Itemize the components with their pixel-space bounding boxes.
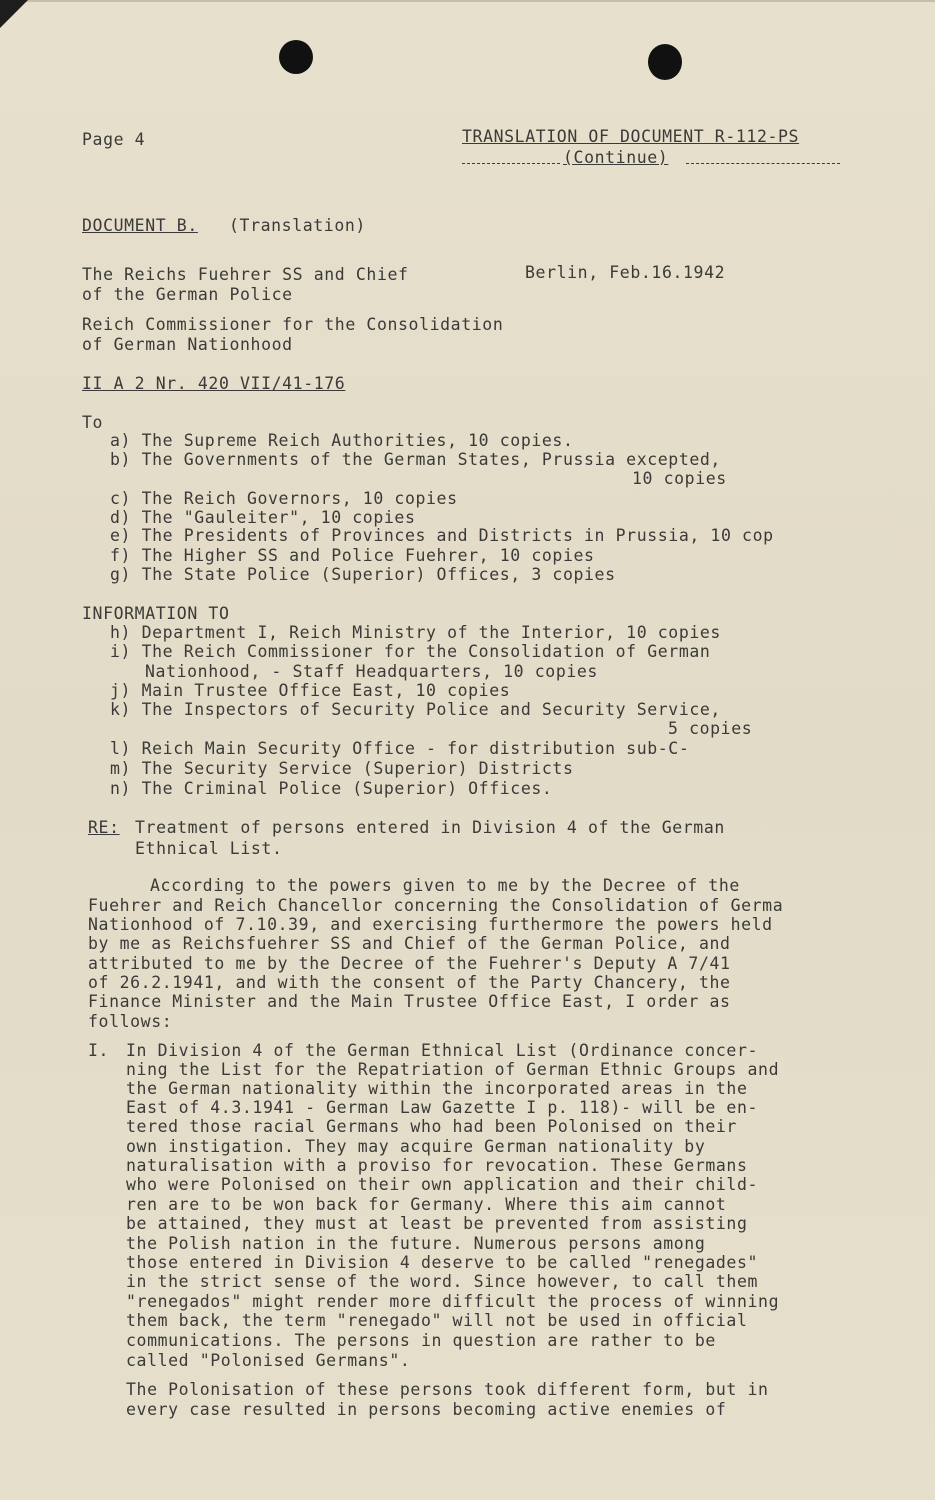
paragraph-line: them back, the term "renegado" will not be used in official (126, 1311, 748, 1330)
paragraph-line: attributed to me by the Decree of the Fuehrer's Deputy A 7/41 (88, 954, 731, 973)
paragraph-line: The Polonisation of these persons took different form, but in (126, 1380, 769, 1399)
list-item: g) The State Police (Superior) Offices, 3 copies (110, 565, 616, 584)
top-edge (0, 0, 935, 2)
list-item: Nationhood, - Staff Headquarters, 10 copies (145, 662, 598, 681)
list-item: c) The Reich Governors, 10 copies (110, 489, 458, 508)
sender-line-2: of the German Police (82, 285, 293, 304)
paragraph-line: of 26.2.1941, and with the consent of the Party Chancery, the (88, 973, 731, 992)
to-label: To (82, 413, 104, 432)
letter-date: Berlin, Feb.16.1942 (525, 263, 726, 282)
paragraph-line: tered those racial Germans who had been Polonised on their (126, 1117, 737, 1136)
torn-corner (0, 0, 28, 28)
paragraph-line: the German nationality within the incorporated areas in the (126, 1079, 748, 1098)
list-item: d) The "Gauleiter", 10 copies (110, 508, 416, 527)
paragraph-line: East of 4.3.1941 - German Law Gazette I p. 118)- will be en- (126, 1098, 759, 1117)
information-label: INFORMATION TO (82, 604, 230, 623)
list-item: i) The Reich Commissioner for the Consolidation of German (110, 642, 711, 661)
list-item: l) Reich Main Security Office - for distribution sub-C- (110, 739, 690, 758)
paragraph-line: ren are to be won back for Germany. Where this aim cannot (126, 1195, 727, 1214)
paragraph-line: In Division 4 of the German Ethnical List (Ordinance concer- (126, 1041, 759, 1060)
paragraph-line: follows: (88, 1012, 173, 1031)
list-item: e) The Presidents of Provinces and Districts in Prussia, 10 cop (110, 526, 774, 545)
list-item: n) The Criminal Police (Superior) Offices. (110, 779, 553, 798)
paragraph-line: naturalisation with a proviso for revocation. These Germans (126, 1156, 748, 1175)
paragraph-line: those entered in Division 4 deserve to be called "renegades" (126, 1253, 759, 1272)
document-label-suffix: (Translation) (229, 216, 366, 235)
section-number: I. (88, 1041, 110, 1060)
continue-label: (Continue) (563, 148, 669, 167)
paragraph-line: every case resulted in persons becoming active enemies of (126, 1400, 727, 1419)
paragraph-line: the Polish nation in the future. Numerous persons among (126, 1234, 706, 1253)
reference-number: II A 2 Nr. 420 VII/41-176 (82, 374, 346, 393)
list-item: a) The Supreme Reich Authorities, 10 copies. (110, 431, 574, 450)
paragraph-line: Fuehrer and Reich Chancellor concerning the Consolidation of Germa (88, 896, 784, 915)
sender-line-4: of German Nationhood (82, 335, 293, 354)
title-dashed-rule-right (686, 163, 840, 165)
list-item: 5 copies (668, 719, 753, 738)
punch-hole-left (279, 40, 313, 74)
list-item: 10 copies (632, 469, 727, 488)
list-item: h) Department I, Reich Ministry of the Interior, 10 copies (110, 623, 721, 642)
paragraph-line: ning the List for the Repatriation of German Ethnic Groups and (126, 1060, 780, 1079)
title-dashed-rule-left (462, 163, 560, 165)
re-label: RE: (88, 818, 120, 837)
paragraph-line: According to the powers given to me by the Decree of the (150, 876, 740, 895)
paragraph-line: called "Polonised Germans". (126, 1351, 411, 1370)
punch-hole-right (648, 44, 682, 80)
list-item: k) The Inspectors of Security Police and Security Service, (110, 700, 721, 719)
re-subject-line-1: Treatment of persons entered in Division 4 of the German (135, 818, 725, 837)
paragraph-line: "renegados" might render more difficult the process of winning (126, 1292, 780, 1311)
paragraph-line: in the strict sense of the word. Since however, to call them (126, 1272, 759, 1291)
paragraph-line: Nationhood of 7.10.39, and exercising furthermore the powers held (88, 915, 773, 934)
paragraph-line: Finance Minister and the Main Trustee Office East, I order as (88, 992, 731, 1011)
document-title: TRANSLATION OF DOCUMENT R-112-PS (462, 127, 800, 146)
paragraph-line: be attained, they must at least be prevented from assisting (126, 1214, 748, 1233)
document-label: DOCUMENT B. (82, 216, 198, 235)
list-item: j) Main Trustee Office East, 10 copies (110, 681, 511, 700)
sender-line-1: The Reichs Fuehrer SS and Chief (82, 265, 409, 284)
list-item: b) The Governments of the German States, Prussia excepted, (110, 450, 721, 469)
list-item: f) The Higher SS and Police Fuehrer, 10 copies (110, 546, 595, 565)
list-item: m) The Security Service (Superior) Districts (110, 759, 574, 778)
page-number: Page 4 (82, 130, 146, 149)
paragraph-line: own instigation. They may acquire German nationality by (126, 1137, 706, 1156)
re-subject-line-2: Ethnical List. (135, 839, 283, 858)
paragraph-line: who were Polonised on their own application and their child- (126, 1175, 759, 1194)
sender-line-3: Reich Commissioner for the Consolidation (82, 315, 504, 334)
paragraph-line: by me as Reichsfuehrer SS and Chief of the German Police, and (88, 934, 731, 953)
paragraph-line: communications. The persons in question are rather to be (126, 1331, 716, 1350)
